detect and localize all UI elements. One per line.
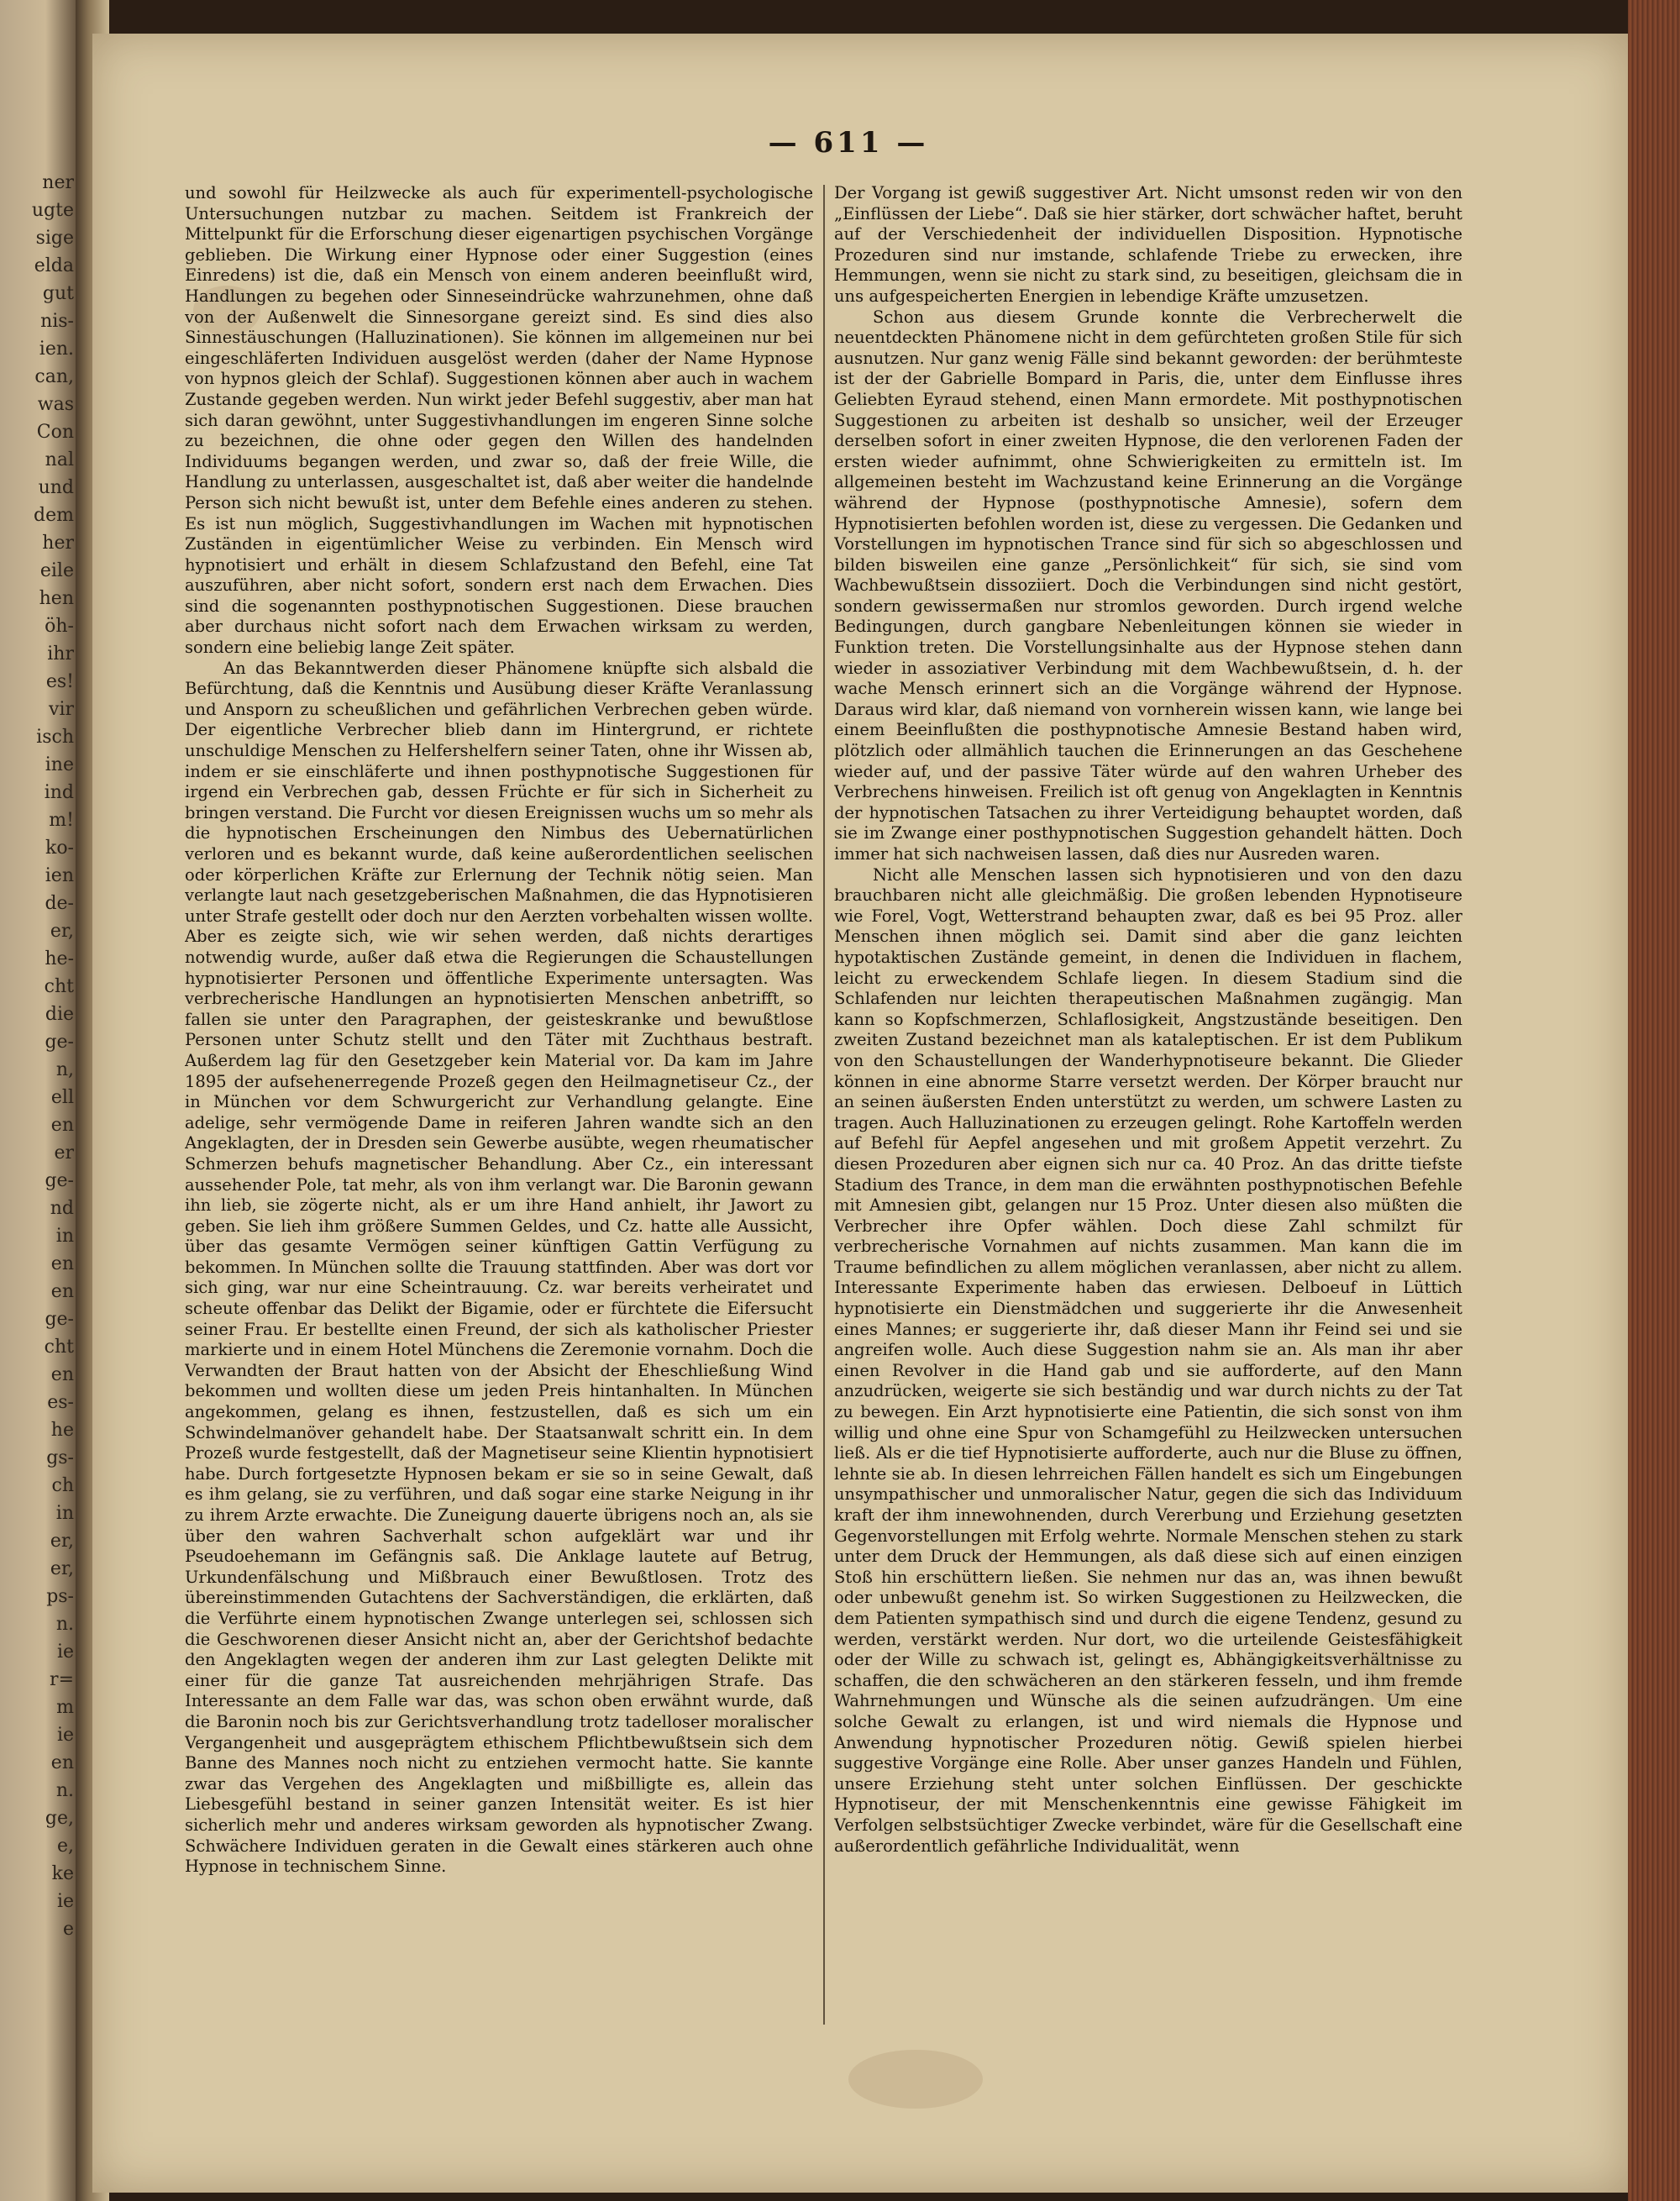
previous-page-word-fragment: en: [50, 1364, 74, 1385]
previous-page-word-fragment: he: [50, 1420, 74, 1441]
previous-page-word-fragment: sige: [35, 228, 74, 249]
paragraph: Nicht alle Menschen lassen sich hypnotisieren und von den dazu brauchbaren nicht alle gleichmäßig. Die großen lebenden Hypnotiseure wie Forel, Vogt, Wetterstrand behaupten zwar, daß es bei 95 Proz. aller Menschen ihnen möglich sei. Damit sind aber die ganz leichten hypotaktischen Zustände gemeint, in denen die Individuen in flachem, leicht zu erweckendem Schlafe liegen. In diesem Stadium sind die Schlafenden nur leichten therapeutischen Maßnahmen zugängig. Man kann so Kopfschmerzen, Schlaflosigkeit, Angstzustände beseitigen. Den zweiten Zustand bezeichnet man als kataleptischen. Er ist dem Publikum von den Schaustellungen der Wanderhypnotiseure bekannt. Die Glieder können in eine abnorme Starre versetzt werden. Der Körper braucht nur an seinen äußersten Enden unterstützt zu werden, um schwere Lasten zu tragen. Auch Halluzinationen zu erzeugen gelingt. Rohe Kartoffeln werden auf Befehl für Aepfel angesehen und mit großem Appetit verzehrt. Zu diesen Prozeduren aber eignen sich nur ca. 40 Proz. An das dritte tiefste Stadium des Trance, in dem man die erwähnten posthypnotischen Befehle mit Amnesien gibt, gelangen nur 15 Proz. Unter diesen also müßten die Verbrecher ihre Opfer wählen. Doch diese Zahl schmilzt für verbrecherische Vornahmen auf nichts zusammen. Man kann die im Traume befindlichen zu allem möglichen veranlassen, aber nicht zu allem. Interessante Experimente haben das erwiesen. Delboeuf in Lüttich hypnotisierte ein Dienstmädchen und suggerierte ihr die Anwesenheit eines Mannes; er suggerierte ihr, daß dieser Mann ihr Feind sei und sie angreifen wolle. Auch diese Suggestion nahm sie an. Als man ihr aber einen Revolver in die Hand gab und sie aufforderte, auf den Mann anzudrücken, weigerte sie sich beständig und war durch nichts zu der Tat zu bewegen. Ein Arzt hypnotisierte eine Patientin, die sich sonst von ihm willig und ohne eine Spur von Schamgefühl zu Heilzwecken untersuchen ließ. Als er die tief Hypnotisierte aufforderte, auch nur die Bluse zu öffnen, lehnte sie ab. In diesen lehrreichen Fällen handelt es sich um Eingebungen unsympathischer und unmoralischer Natur, gegen die sich das Individuum kraft der ihm innewohnenden, durch Vererbung und Erziehung gesetzten Gegenvorstellungen mit Erfolg wehrte. Normale Menschen stehen zu stark unter dem Druck der Hemmungen, als daß diese sich auf einen einzigen Stoß hin erschüttern ließen. Sie nehmen nur das an, was ihnen bewußt oder unbewußt genehm ist. So wirken Suggestionen zu Heilzwecken, die dem Patienten sympathisch sind und durch die eigene Tendenz, gesund zu werden, verstärkt werden. Nur dort, wo die urteilende Geistesfähigkeit oder der Wille zu schwach ist, gelingt es, Abhängigkeitsverhältnisse zu schaffen, die den schwächeren an den stärkeren fesseln, und ihm fremde Wahrnehmungen und Wünsche als die seinen aufzudrängen. Um eine solche Gewalt zu erlangen, ist und wird niemals die Hypnose und Anwendung hypnotischer Prozeduren nötig. Gewiß spielen hierbei suggestive Vorgänge eine Rolle. Aber unser ganzes Handeln und Fühlen, unsere Erziehung steht unter solchen Einflüssen. Der geschickte Hypnotiseur, der mit Menschenkenntnis eine gewisse Fähigkeit im Verfolgen selbstsüchtiger Zwecke verbindet, wäre für die Gesellschaft eine außerordentlich gefährliche Individualität, wenn: [834, 864, 1462, 1856]
previous-page-word-fragment: en: [50, 1752, 74, 1773]
previous-page-word-fragment: ge-: [45, 1309, 74, 1330]
previous-page-word-fragment: gut: [42, 283, 74, 304]
previous-page-word-fragment: m: [56, 1697, 74, 1718]
previous-page-word-fragment: e,: [56, 1836, 74, 1857]
paragraph: und sowohl für Heilzwecke als auch für experimentell-psychologische Untersuchungen nutzbar zu machen. Seitdem ist Frankreich der Mittelpunkt für die Erforschung dieser eigenartigen psychischen Vorgänge geblieben. Die Wirkung einer Hypnose oder einer Suggestion (eines Einredens) ist die, daß ein Mensch von einem anderen beeinflußt wird, Handlungen zu begehen oder Sinneseindrücke wahrzunehmen, ohne daß von der Außenwelt die Sinnesorgane gereizt sind. Es sind dies also Sinnestäuschungen (Halluzinationen). Sie können im allgemeinen nur bei eingeschläferten Individuen ausgelöst werden (daher der Name Hypnose von hypnos gleich der Schlaf). Suggestionen können aber auch in wachem Zustande gegeben werden. Nun wirkt jeder Befehl suggestiv, aber man hat sich daran gewöhnt, unter Suggestivhandlungen im engeren Sinne solche zu bezeichnen, die ohne oder gegen den Willen des handelnden Individuums begangen werden, und zwar so, daß der freie Wille, die Handlung zu unterlassen, ausgeschaltet ist, daß aber weiter die handelnde Person sich nicht bewußt ist, unter dem Befehle eines anderen zu stehen. Es ist nun möglich, Suggestivhandlungen im Wachen mit hypnotischen Zuständen in eigentümlicher Weise zu verbinden. Ein Mensch wird hypnotisiert und erhält in diesem Schlafzustand den Befehl, eine Tat auszuführen, aber nicht sofort, sondern erst nach dem Erwachen. Dies sind die sogenannten posthypnotischen Suggestionen. Diese brauchen aber durchaus nicht sofort nach dem Erwachen wirksam zu werden, sondern eine beliebig lange Zeit später.: [185, 183, 813, 658]
previous-page-word-fragment: nal: [45, 449, 74, 470]
previous-page-word-fragment: isch: [36, 727, 74, 748]
left-text-column: [185, 183, 813, 2031]
previous-page-word-fragment: und: [38, 477, 74, 498]
previous-page-word-fragment: ps-: [46, 1586, 74, 1607]
previous-page-word-fragment: ko-: [45, 838, 74, 859]
previous-page-word-fragment: ien.: [39, 339, 74, 360]
previous-page-word-fragment: her: [42, 533, 74, 554]
previous-page-word-fragment: öh-: [45, 616, 74, 637]
right-text-column: [834, 183, 1462, 2031]
previous-page-word-fragment: ge,: [45, 1808, 74, 1829]
previous-page-word-fragment: vir: [49, 699, 74, 720]
previous-page-word-fragment: elda: [34, 255, 74, 276]
paragraph: An das Bekanntwerden dieser Phänomene knüpfte sich alsbald die Befürchtung, daß die Kenntnis und Ausübung dieser Kräfte Veranlassung und Ansporn zu scheußlichen und gefährlichen Verbrechen geben würde. Der eigentliche Verbrecher blieb dann im Hintergrund, er richtete unschuldige Menschen zu Helfershelfern seiner Taten, ohne ihr Wissen ab, indem er sie einschläferte und ihnen posthypnotische Suggestionen für irgend ein Verbrechen gab, dessen Früchte er für sich in Sicherheit zu bringen verstand. Die Furcht vor diesen Ereignissen wuchs um so mehr als die hypnotischen Erscheinungen den Nimbus des Uebernatürlichen verloren und es bekannt wurde, daß keine außerordentlichen seelischen oder körperlichen Kräfte zur Erlernung der Technik nötig seien. Man verlangte laut nach gesetzgeberischen Maßnahmen, die das Hypnotisieren unter Strafe gestellt oder doch nur den Aerzten vorbehalten wissen wollte. Aber es zeigte sich, wie wir sehen werden, daß nichts derartiges notwendig wurde, außer daß etwa die Regierungen die Schaustellungen hypnotisierter Personen und öffentliche Experimente untersagten. Was verbrecherische Handlungen an hypnotisierten Menschen anbetrifft, so fallen sie unter den Paragraphen, der geisteskranke und bewußtlose Personen unter Schutz stellt und den Täter mit Zuchthaus bestraft. Außerdem lag für den Gesetzgeber kein Material vor. Da kam im Jahre 1895 der aufsehenerregende Prozeß gegen den Heilmagnetiseur Cz., der in München vor dem Schwurgericht zur Verhandlung gelangte. Eine adelige, sehr vermögende Dame in reiferen Jahren wandte sich an den Angeklagten, der in Dresden sein Gewerbe ausübte, wegen rheumatischer Schmerzen behufs magnetischer Behandlung. Aber Cz., ein interessant aussehender Pole, tat mehr, als von ihm verlangt war. Die Baronin gewann ihn lieb, sie zögerte nicht, als er um ihre Hand anhielt, ihr Jawort zu geben. Sie lieh ihm größere Summen Geldes, und Cz. hatte alle Aussicht, über das gesamte Vermögen seiner künftigen Gattin Verfügung zu bekommen. In München sollte die Trauung stattfinden. Aber was dort vor sich ging, war nur eine Scheintrauung. Cz. war bereits verheiratet und scheute offenbar das Delikt der Bigamie, oder er fürchtete die Eifersucht seiner Frau. Er bestellte einen Freund, der sich als katholischer Priester markierte und in einem Hotel Münchens die Zeremonie vornahm. Doch die Verwandten der Braut hatten von der Absicht der Eheschließung Wind bekommen und wollten diese um jeden Preis hintanhalten. In München angekommen, gelang es ihnen, festzustellen, daß es sich um ein Schwindelmanöver gehandelt habe. Der Staatsanwalt schritt ein. In dem Prozeß wurde festgestellt, daß der Magnetiseur seine Klientin hypnotisiert habe. Durch fortgesetzte Hypnosen bekam er sie so in seine Gewalt, daß es ihm gelang, sie zu verführen, und daß sogar eine starke Neigung in ihr zu ihrem Arzte erwachte. Die Zuneigung dauerte übrigens noch an, als sie über den wahren Sachverhalt schon aufgeklärt war und ihr Pseudoehemann im Gefängnis saß. Die Anklage lautete auf Betrug, Urkundenfälschung und Mißbrauch einer Bewußtlosen. Trotz des übereinstimmenden Gutachtens der Sachverständigen, die erklärten, daß die Verführte einem hypnotischen Zwange unterlegen sei, schlossen sich die Geschworenen dieser Ansicht nicht an, aber der Gerichtshof bedachte den Angeklagten wegen der anderen ihm zur Last gelegten Delikte mit einer für die ganze Tat ausreichenden mehrjährigen Strafe. Das Interessante an dem Falle war das, was schon oben erwähnt wurde, daß die Baronin noch bis zur Gerichtsverhandlung trotz tadelloser moralischer Vergangenheit und ausgeprägtem ethischem Pflichtbewußtsein sich dem Banne des Mannes noch nicht zu entziehen vermocht hatte. Sie kannte zwar das Vergehen des Angeklagten und mißbilligte es, allein das Liebesgefühl bestand in seiner ganzen Intensität weiter. Es ist hier sicherlich mehr und anderes wirksam geworden als hypnotischer Zwang. Schwächere Individuen geraten in die Gewalt eines stärkeren auch ohne Hypnose in technischem Sinne.: [185, 658, 813, 1877]
previous-page-word-fragment: ke: [51, 1863, 74, 1884]
previous-page-word-fragment: in: [55, 1226, 74, 1247]
previous-page-word-fragment: nd: [50, 1198, 74, 1219]
previous-page-word-fragment: es-: [47, 1392, 74, 1413]
previous-page-word-fragment: ie: [56, 1891, 74, 1912]
previous-page-word-fragment: nis-: [40, 311, 74, 332]
previous-page-word-fragment: er: [54, 1143, 74, 1164]
previous-page-word-fragment: dem: [34, 505, 74, 526]
previous-page-word-fragment: cht: [44, 1337, 74, 1358]
previous-page-word-fragment: de-: [45, 893, 74, 914]
page-number: — 611 —: [768, 126, 929, 160]
previous-page-word-fragment: en: [50, 1253, 74, 1274]
paragraph: Schon aus diesem Grunde konnte die Verbrecherwelt die neuentdeckten Phänomene nicht in dem gefürchteten großen Stile für sich ausnutzen. Nur ganz wenig Fälle sind bekannt geworden: der berühmteste ist der der Gabrielle Bompard in Paris, die, unter dem Einflusse ihres Geliebten Eyraud stehend, einen Mann ermordete. Mit posthypnotischen Suggestionen zu arbeiten ist deshalb so unsicher, weil der Erzeuger derselben sofort in einer zweiten Hypnose, die den verlorenen Faden der ersten wieder aufnimmt, ohne Schwierigkeiten zu ermitteln ist. Im allgemeinen besteht im Wachzustand keine Erinnerung an die Vorgänge während der Hypnose (posthypnotische Amnesie), sofern dem Hypnotisierten befohlen worden ist, diese zu vergessen. Die Gedanken und Vorstellungen im hypnotischen Trance sind für sich so abgeschlossen und bilden bisweilen eine ganze „Persönlichkeit“ für sich, sie sind vom Wachbewußtsein dissoziiert. Doch die Verbindungen sind nicht gestört, sondern gewissermaßen nur stromlos geworden. Durch irgend welche Bedingungen, durch gangbare Nebenleitungen können sie wieder in Funktion treten. Die Vorstellungsinhalte aus der Hypnose stehen dann wieder in assoziativer Verbindung mit dem Wachbewußtsein, d. h. der wache Mensch erinnert sich an die Vorgänge während der Hypnose. Daraus wird klar, daß niemand von vornherein wissen kann, wie lange bei einem Beeinflußten die posthypnotische Amnesie Bestand haben wird, plötzlich oder allmählich tauchen die Erinnerungen an das Geschehene wieder auf, und der passive Täter würde auf den wahren Urheber des Verbrechens hinweisen. Freilich ist oft genug von Angeklagten in Kenntnis der hypnotischen Tatsachen zu ihrer Verteidigung behauptet worden, daß sie im Zwange einer posthypnotischen Suggestion gehandelt hätten. Doch immer hat sich nachweisen lassen, daß dies nur Ausreden waren.: [834, 307, 1462, 864]
previous-page-word-fragment: er,: [50, 1531, 74, 1552]
previous-page-word-fragment: gs-: [46, 1447, 74, 1468]
previous-page-word-fragment: ien: [45, 865, 74, 886]
previous-page-word-fragment: ner: [42, 172, 74, 193]
previous-page-word-fragment: ie: [56, 1725, 74, 1746]
previous-page-word-fragment: n.: [55, 1614, 74, 1635]
previous-page-word-fragment: eile: [39, 560, 74, 581]
previous-page-word-fragment: Con: [36, 422, 74, 443]
book-binding-edge: [1628, 0, 1680, 2201]
previous-page-word-fragment: ie: [56, 1642, 74, 1663]
previous-page-word-fragment: ch: [51, 1475, 74, 1496]
previous-page-edge: [0, 0, 76, 2201]
previous-page-word-fragment: ihr: [47, 643, 74, 665]
previous-page-word-fragment: hen: [39, 588, 74, 609]
previous-page-word-fragment: en: [50, 1115, 74, 1136]
previous-page-word-fragment: en: [50, 1281, 74, 1302]
paragraph: Der Vorgang ist gewiß suggestiver Art. Nicht umsonst reden wir von den „Einflüssen der Liebe“. Daß sie hier stärker, dort schwächer haftet, beruht auf der Verschiedenheit der individuellen Disposition. Hypnotische Prozeduren sind nur imstande, schlafende Triebe zu erwecken, ihre Hemmungen, wenn sie nicht zu stark sind, zu beseitigen, gleichsam die in uns aufgespeicherten Energien in lebendige Kräfte umzusetzen.: [834, 183, 1462, 306]
previous-page-word-fragment: ge-: [45, 1032, 74, 1053]
previous-page-word-fragment: ugte: [31, 200, 74, 221]
previous-page-word-fragment: e: [62, 1919, 74, 1940]
previous-page-word-fragment: er,: [50, 921, 74, 942]
previous-page-word-fragment: ind: [44, 782, 74, 803]
previous-page-word-fragment: n,: [55, 1059, 74, 1080]
paper-stain: [848, 2050, 983, 2109]
previous-page-word-fragment: n.: [55, 1780, 74, 1801]
previous-page-word-fragment: m!: [49, 810, 74, 831]
previous-page-word-fragment: can,: [34, 366, 74, 387]
previous-page-word-fragment: die: [45, 1004, 74, 1025]
column-divider: [823, 185, 825, 2025]
previous-page-word-fragment: r=: [50, 1669, 74, 1690]
previous-page-word-fragment: es!: [45, 671, 74, 692]
previous-page-word-fragment: ell: [50, 1087, 74, 1108]
previous-page-word-fragment: he-: [45, 948, 74, 969]
previous-page-word-fragment: was: [37, 394, 74, 415]
previous-page-word-fragment: ge-: [45, 1170, 74, 1191]
previous-page-word-fragment: ine: [45, 754, 74, 775]
previous-page-word-fragment: cht: [44, 976, 74, 997]
previous-page-word-fragment: er,: [50, 1558, 74, 1579]
previous-page-word-fragment: in: [55, 1503, 74, 1524]
